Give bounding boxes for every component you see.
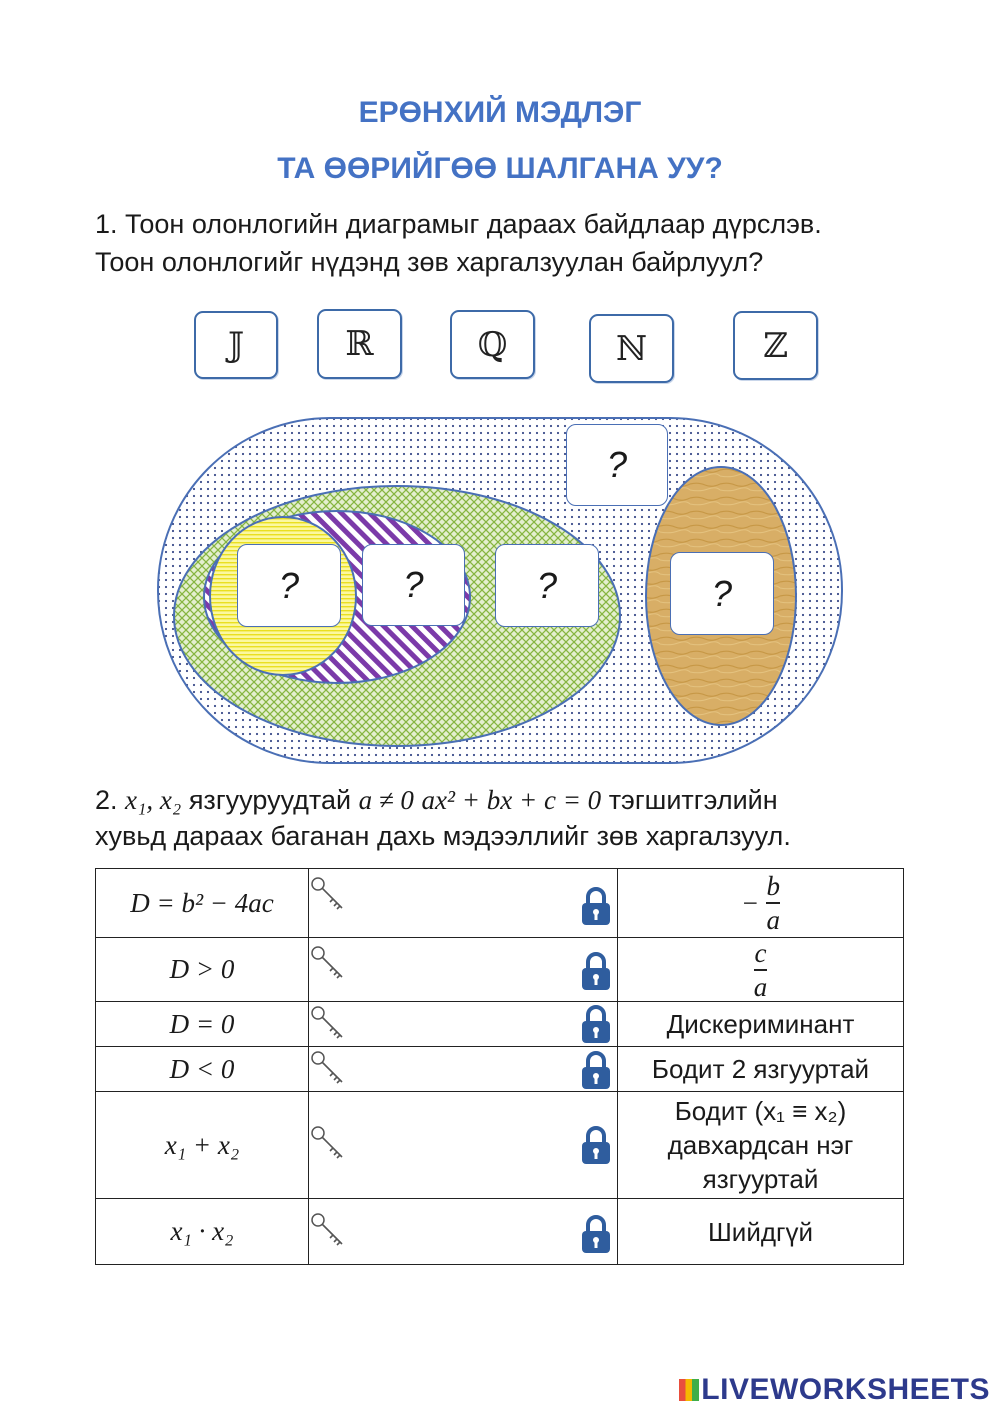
key-icon[interactable] (309, 1049, 347, 1087)
right-cell: Шийдгүй (618, 1199, 904, 1265)
match-cell[interactable] (309, 938, 618, 1002)
left-cell: D = 0 (96, 1002, 309, 1047)
table-row (96, 1092, 904, 1199)
page-title: ЕРӨНХИЙ МЭДЛЭГ (358, 96, 642, 129)
set-card-j[interactable]: 𝕁 (194, 311, 278, 379)
key-icon[interactable] (309, 1004, 347, 1042)
set-card-n[interactable]: ℕ (589, 314, 674, 383)
table-row (96, 1047, 904, 1092)
table-row (96, 869, 904, 938)
lock-icon (579, 950, 613, 992)
left-cell: x₁ + x₂ (96, 1092, 309, 1199)
drop-box-purple[interactable]: ? (362, 544, 465, 626)
set-card-r[interactable]: ℝ (317, 309, 402, 379)
lock-icon (579, 1124, 613, 1166)
drop-box-yellow[interactable]: ? (237, 544, 341, 627)
right-cell-line: Бодит (x₁ ≡ x₂) (674, 1096, 847, 1126)
match-cell[interactable] (309, 1092, 618, 1199)
left-cell: D < 0 (96, 1047, 309, 1092)
table-row (96, 938, 904, 1002)
table-row (96, 1199, 904, 1265)
matching-table (95, 868, 904, 1265)
match-cell[interactable] (309, 1199, 618, 1265)
left-cell: D > 0 (96, 938, 309, 1002)
lock-icon (579, 1003, 613, 1045)
set-card-q[interactable]: ℚ (450, 310, 535, 379)
right-cell (618, 1092, 904, 1199)
logo-mark-icon (679, 1379, 699, 1401)
key-icon[interactable] (309, 1211, 347, 1249)
table-row (96, 1002, 904, 1047)
match-cell[interactable] (309, 1047, 618, 1092)
question2-line1: 2. x₁, x₂ язгууруудтай a ≠ 0 ax² + bx + c = 0 тэгшитгэлийн (95, 785, 778, 815)
right-cell-line: язгууртай (702, 1164, 819, 1194)
left-cell: D = b² − 4ac (96, 869, 309, 938)
drop-box-tan[interactable]: ? (670, 552, 774, 635)
right-cell: $\frac{c}{a}$ (618, 938, 904, 1002)
key-icon[interactable] (309, 1124, 347, 1162)
lock-icon (579, 1049, 613, 1091)
left-cell: x₁ · x₂ (96, 1199, 309, 1265)
liveworksheets-logo: LIVEWORKSHEETS (679, 1373, 990, 1407)
right-cell: Дискериминант (618, 1002, 904, 1047)
question2-line2: хувьд дараах баганан дахь мэдээллийг зөв харгалзуул. (95, 821, 791, 851)
question1-line2: Тоон олонлогийг нүдэнд зөв харгалзуулан байрлуул? (95, 247, 764, 277)
question1-line1: 1. Тоон олонлогийн диаграмыг дараах байдлаар дүрслэв. (95, 209, 822, 239)
right-cell-line: давхардсан нэг (667, 1130, 854, 1160)
lock-icon (579, 1213, 613, 1255)
lock-icon (579, 885, 613, 927)
page-subtitle: ТА ӨӨРИЙГӨӨ ШАЛГАНА УУ? (277, 152, 723, 185)
drop-box-green[interactable]: ? (495, 544, 599, 627)
set-card-z[interactable]: ℤ (733, 311, 818, 380)
key-icon[interactable] (309, 944, 347, 982)
right-cell: − $\frac{b}{a}$ (618, 869, 904, 938)
key-icon[interactable] (309, 875, 347, 913)
drop-box-outer[interactable]: ? (566, 424, 668, 506)
right-cell: Бодит 2 язгууртай (618, 1047, 904, 1092)
match-cell[interactable] (309, 1002, 618, 1047)
match-cell[interactable] (309, 869, 618, 938)
